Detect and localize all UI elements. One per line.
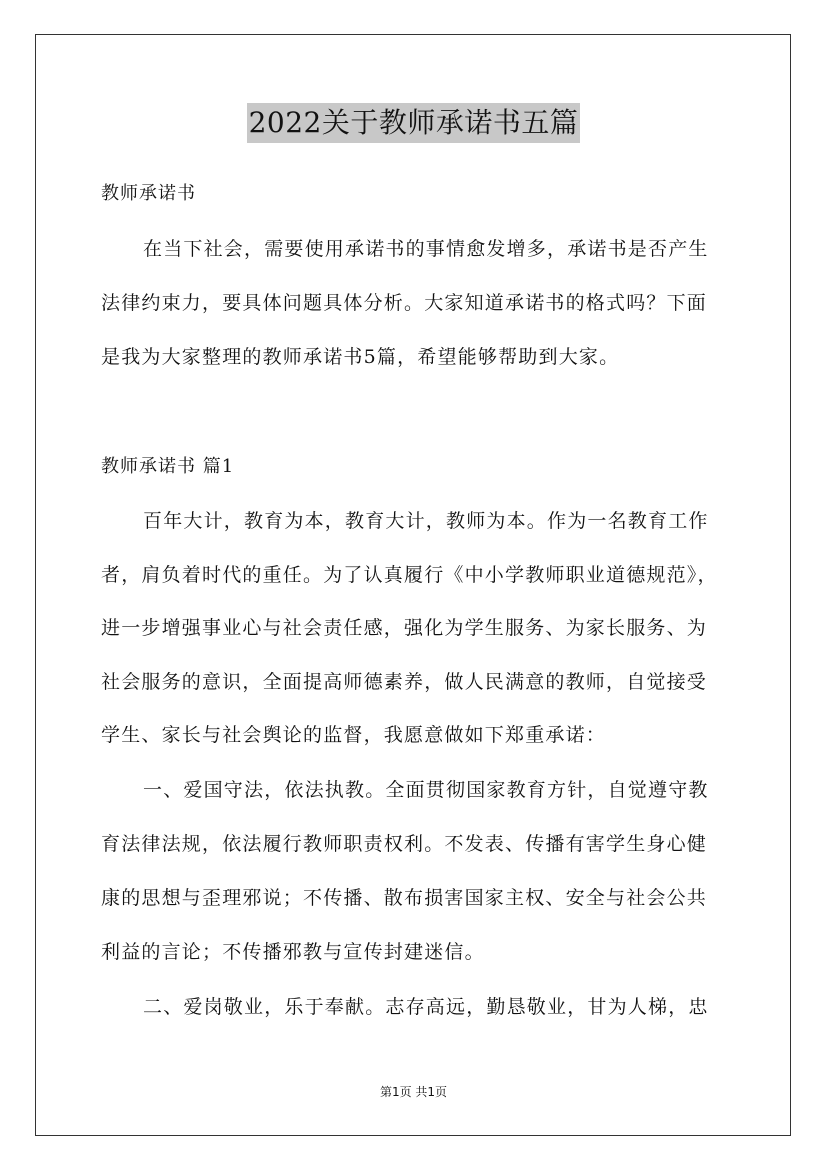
title-container [0, 103, 827, 143]
point1-line: 利益的言论；不传播邪教与宣传封建迷信。 [101, 941, 485, 963]
document-title: 2022关于教师承诺书五篇 [247, 103, 581, 143]
section1-line: 社会服务的意识，全面提高师德素养，做人民满意的教师，自觉接受 [101, 671, 708, 693]
intro-heading: 教师承诺书 [101, 183, 196, 204]
section1-line: 者，肩负着时代的重任。为了认真履行《中小学教师职业道德规范》， [101, 564, 718, 586]
intro-line: 法律约束力，要具体问题具体分析。大家知道承诺书的格式吗？下面 [101, 292, 708, 314]
section1-line: 百年大计，教育为本，教育大计，教师为本。作为一名教育工作 [143, 510, 709, 532]
intro-line: 在当下社会，需要使用承诺书的事情愈发增多，承诺书是否产生 [143, 238, 709, 260]
point1-line: 一、爱国守法，依法执教。全面贯彻国家教育方针，自觉遵守教 [143, 779, 709, 801]
point2-line: 二、爱岗敬业，乐于奉献。志存高远，勤恳敬业，甘为人梯，忠 [143, 996, 709, 1018]
section1-heading: 教师承诺书 篇1 [101, 456, 235, 477]
point1-line: 育法律法规，依法履行教师职责权利。不发表、传播有害学生身心健 [101, 833, 708, 855]
point1-line: 康的思想与歪理邪说；不传播、散布损害国家主权、安全与社会公共 [101, 887, 708, 909]
page-footer: 第1页 共1页 [379, 1085, 448, 1099]
section1-line: 学生、家长与社会舆论的监督，我愿意做如下郑重承诺： [101, 724, 607, 746]
intro-line: 是我为大家整理的教师承诺书5篇，希望能够帮助到大家。 [101, 346, 620, 368]
section1-line: 进一步增强事业心与社会责任感，强化为学生服务、为家长服务、为 [101, 617, 708, 639]
